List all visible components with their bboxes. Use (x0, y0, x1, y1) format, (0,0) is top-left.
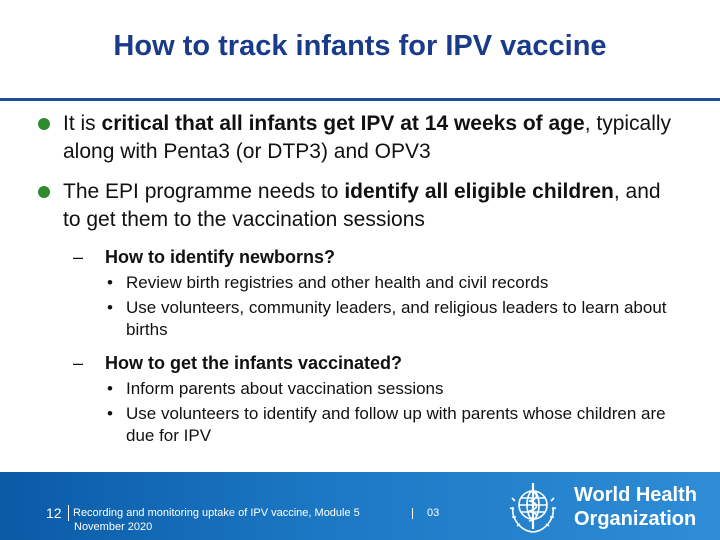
bullet-dot-icon: • (107, 379, 113, 398)
bullet-emphasis: critical that all infants get IPV at 14 weeks of age (101, 112, 585, 135)
footer-date: November 2020 (74, 521, 153, 533)
subheading-vaccinated: How to get the infants vaccinated? (105, 353, 403, 373)
org-name-line2: Organization (574, 508, 697, 530)
bullet-dot-icon (38, 118, 50, 130)
footer-module-text: Recording and monitoring uptake of IPV vaccine, Module 5 (73, 507, 360, 519)
bullet-dot-icon: • (107, 298, 113, 317)
bullet-text: The EPI programme needs to (63, 180, 345, 203)
bullet-dot-icon: • (107, 404, 113, 423)
bullet-dot-icon: • (107, 273, 113, 292)
list-item: Review birth registries and other health and civil records (126, 273, 549, 292)
bullet-text: , typically along with Penta3 (or DTP3) and OPV3 (63, 112, 672, 163)
list-item: Inform parents about vaccination sessions (126, 379, 444, 398)
footer-divider (68, 505, 69, 521)
footer-separator (412, 508, 413, 519)
title-divider (0, 98, 720, 101)
bullet-critical (63, 110, 673, 166)
org-name-line1: World Health (574, 484, 697, 506)
list-item: Use volunteers to identify and follow up with parents whose children are due for IPV (126, 404, 666, 445)
page-number: 12 (46, 505, 62, 521)
footer-bar (0, 472, 720, 540)
subheading-newborns: How to identify newborns? (105, 247, 335, 267)
bullet-text: , and to get them to the vaccination sessions (63, 180, 661, 231)
dash-icon: – (73, 247, 84, 267)
bullet-text: It is (63, 112, 102, 135)
bullet-epi (63, 178, 673, 234)
bullet-dot-icon (38, 186, 50, 198)
dash-icon: – (73, 353, 84, 373)
who-emblem-icon (505, 479, 561, 535)
slide-title: How to track infants for IPV vaccine (113, 30, 607, 62)
bullet-emphasis: identify all eligible children (344, 180, 614, 203)
list-item: Use volunteers, community leaders, and religious leaders to learn about births (126, 298, 667, 339)
footer-section: 03 (427, 507, 440, 519)
